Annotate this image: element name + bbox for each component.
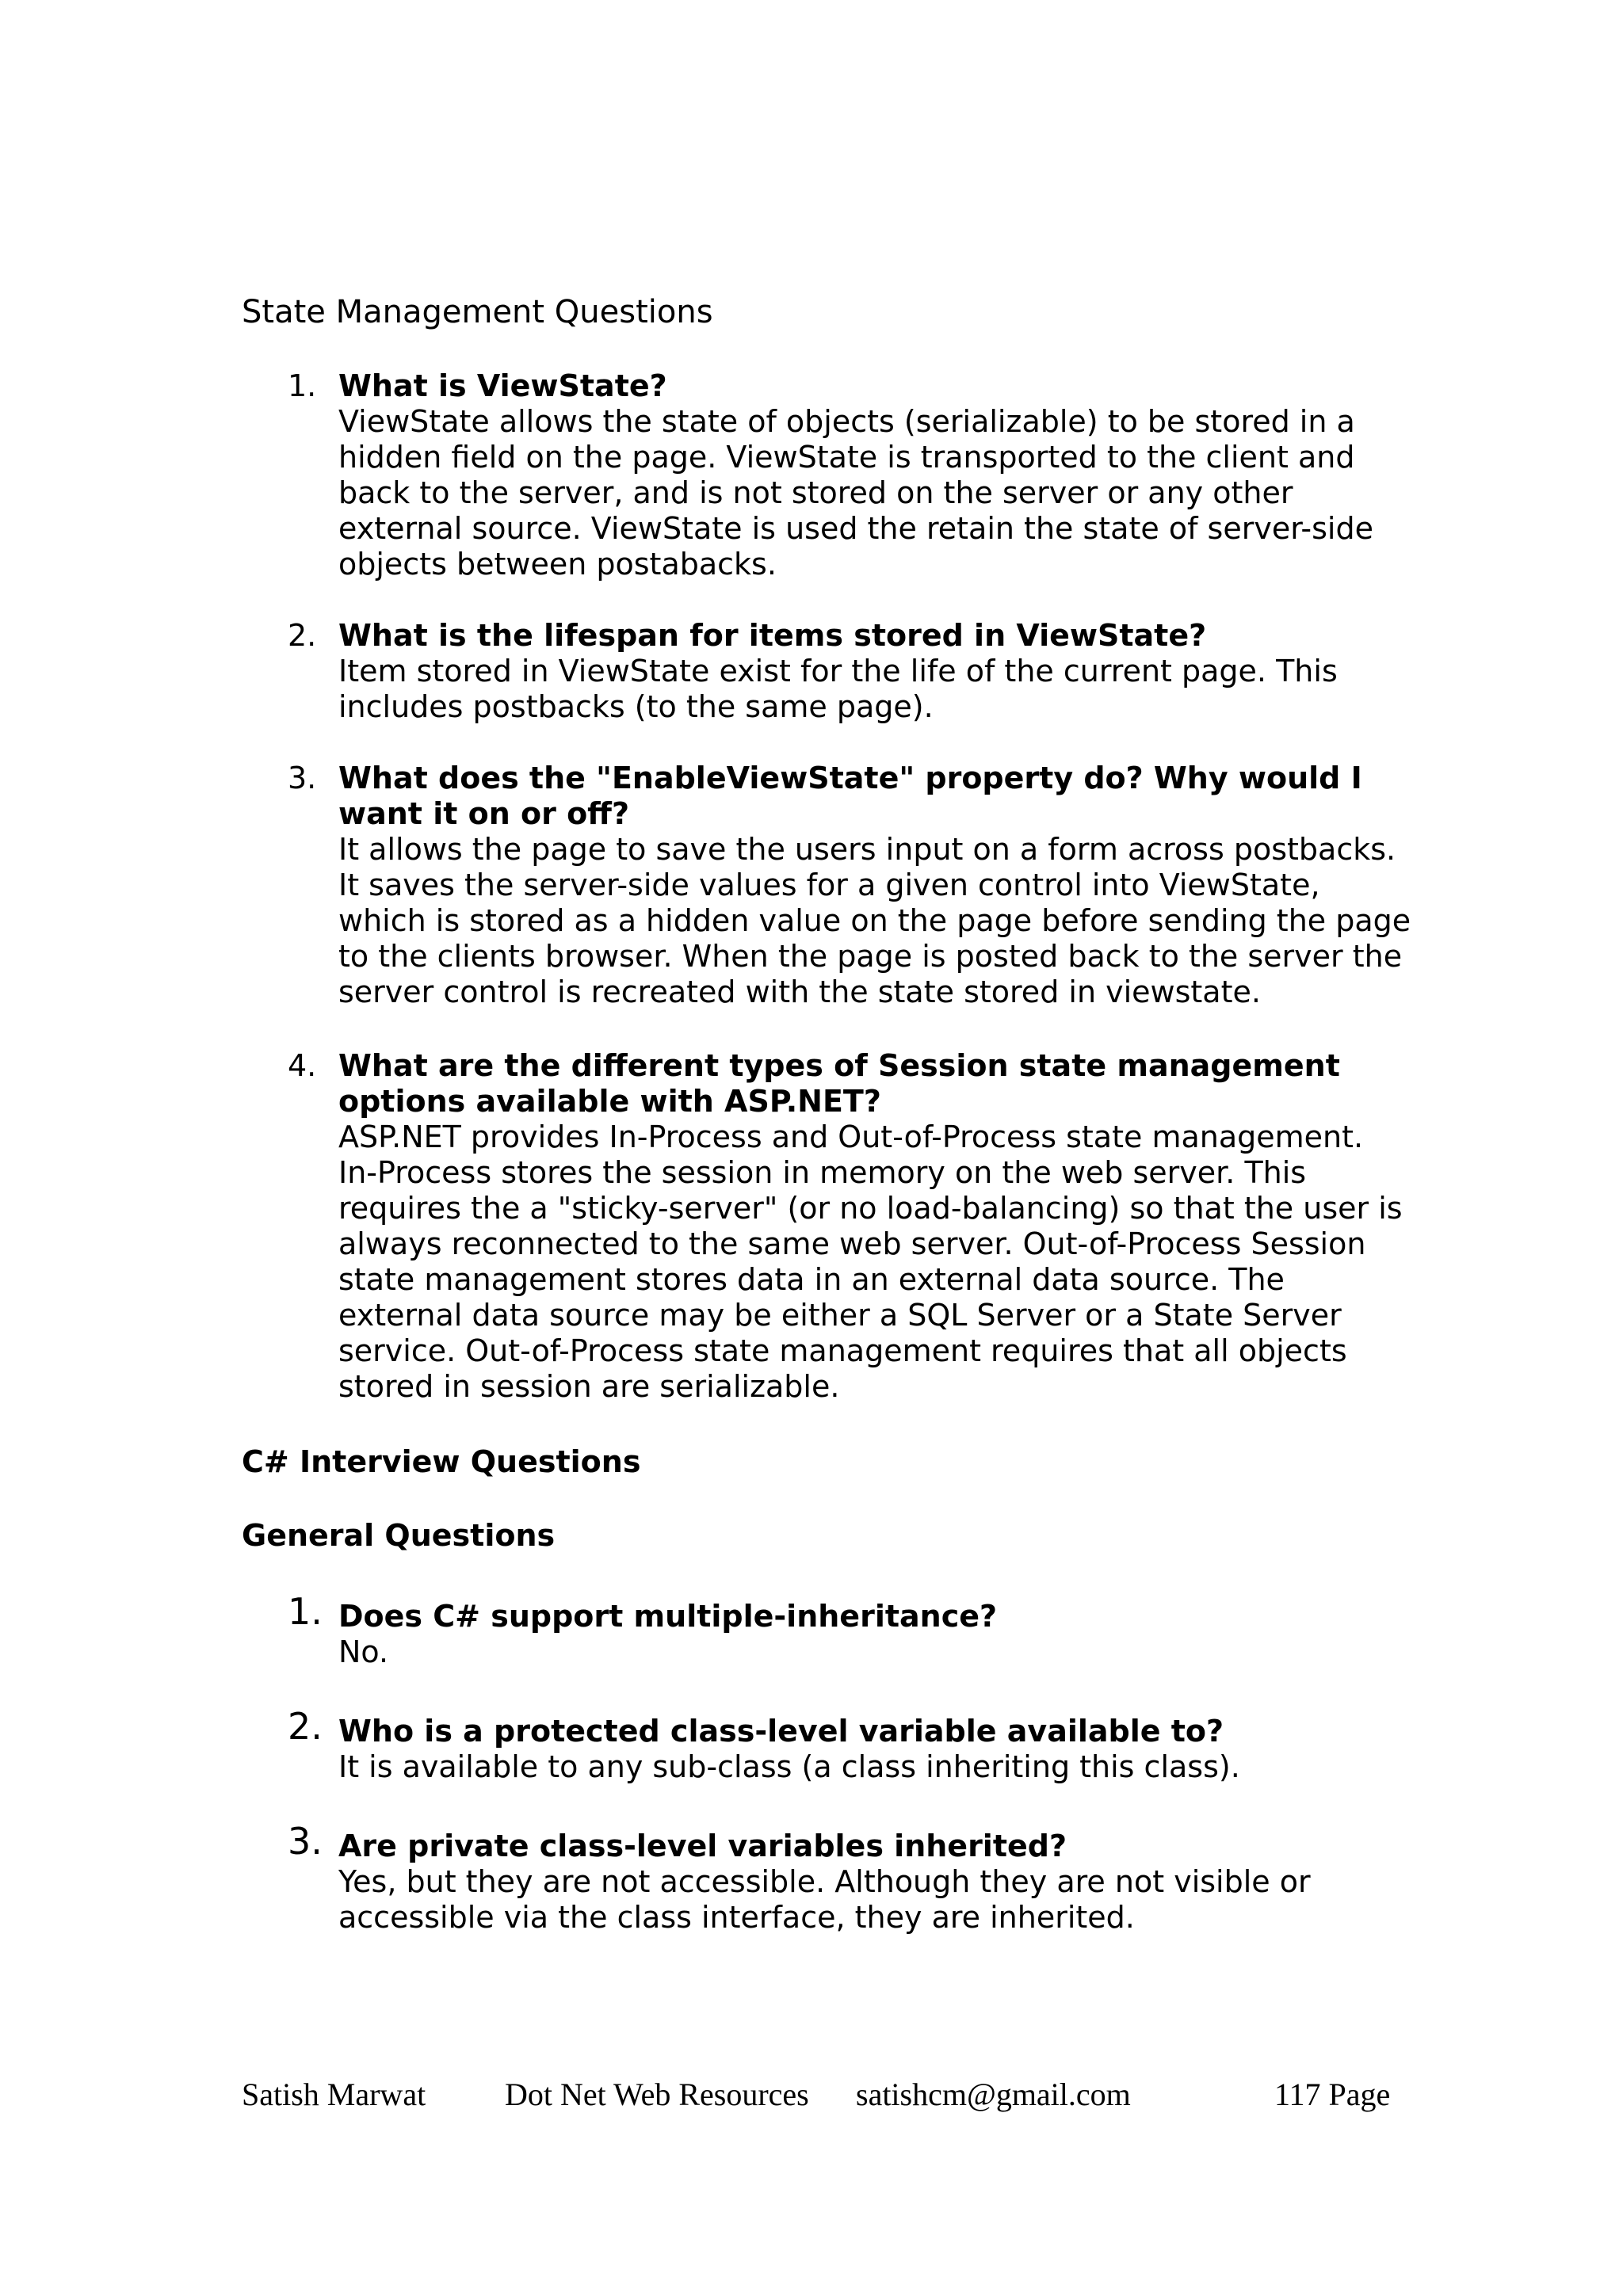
question-text: Does C# support multiple-inheritance?: [338, 1599, 998, 1634]
item-number: 2.: [288, 1705, 323, 1748]
item-number: 2.: [288, 618, 317, 653]
question-text: Are private class-level variables inherited?: [338, 1829, 1067, 1863]
question-text: Who is a protected class-level variable available to?: [338, 1714, 1224, 1749]
answer-text: Yes, but they are not accessible. Although they are not visible or accessible via the class interface, they are inherited.: [338, 1864, 1311, 1935]
answer-text: No.: [338, 1634, 389, 1669]
item-number: 3.: [288, 1820, 323, 1863]
item-number: 1.: [288, 368, 317, 403]
item-number: 3.: [288, 761, 317, 795]
answer-text: ViewState allows the state of objects (serializable) to be stored in a hidden field on the page. ViewState is transported to the client and back to the server, and is not stored on the server or any other external source. ViewState is used the retain the state of server-side objects between postabacks.: [338, 404, 1373, 582]
section-title: State Management Questions: [242, 294, 713, 330]
question-text: What does the "EnableViewState" property do? Why would I want it on or off?: [338, 761, 1362, 831]
item-number: 4.: [288, 1048, 317, 1083]
question-text: What are the different types of Session state management options available with ASP.NET?: [338, 1048, 1340, 1119]
footer-author: Satish Marwat: [242, 2077, 426, 2112]
answer-text: It is available to any sub-class (a class inheriting this class).: [338, 1749, 1240, 1784]
answer-text: Item stored in ViewState exist for the life of the current page. This includes postbacks (to the same page).: [338, 654, 1338, 724]
item-number: 1.: [288, 1590, 323, 1633]
footer-email: satishcm@gmail.com: [856, 2077, 1131, 2112]
csharp-heading: C# Interview Questions: [242, 1444, 641, 1479]
answer-text: It allows the page to save the users input on a form across postbacks. It saves the server-side values for a given control into ViewState, which is stored as a hidden value on the page before sending the page to the clients browser. When the page is posted back to the server the server control is recreated with the state stored in viewstate.: [338, 832, 1411, 1009]
question-text: What is ViewState?: [338, 368, 667, 403]
answer-text: ASP.NET provides In-Process and Out-of-Process state management. In-Process stores the session in memory on the web server. This requires the a "sticky-server" (or no load-balancing) so that the user is always reconnected to the same web server. Out-of-Process Session state management stores data in an external data source. The external data source may be either a SQL Server or a State Server service. Out-of-Process state management requires that all objects stored in session are serializable.: [338, 1119, 1403, 1404]
general-heading: General Questions: [242, 1518, 556, 1553]
question-text: What is the lifespan for items stored in ViewState?: [338, 618, 1207, 653]
footer-site: Dot Net Web Resources: [505, 2077, 809, 2112]
footer-page-number: 117 Page: [1274, 2077, 1391, 2112]
